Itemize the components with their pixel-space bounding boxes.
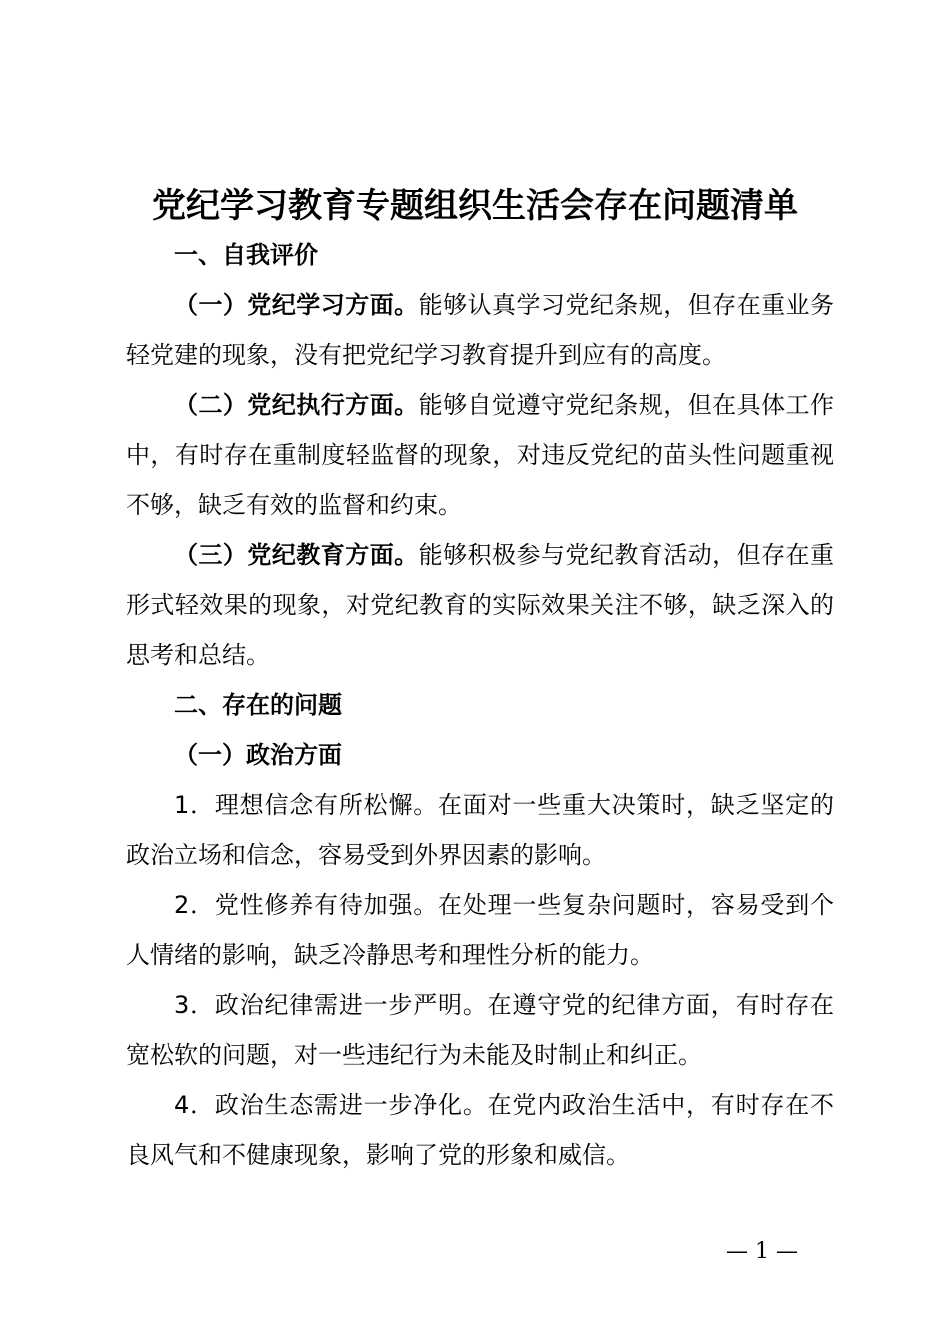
problem-item-4: 4．政治生态需进一步净化。在党内政治生活中，有时存在不良风气和不健康现象，影响了党的形象和威信。 [126, 1091, 834, 1169]
problem-item-3: 3．政治纪律需进一步严明。在遵守党的纪律方面，有时存在宽松软的问题，对一些违纪行为未能及时制止和纠正。 [126, 991, 834, 1069]
subheading-political-aspect: （一）政治方面 [174, 741, 342, 769]
document-title: 党纪学习教育专题组织生活会存在问题清单 [152, 186, 798, 226]
self-evaluation-paragraph-3 [126, 530, 834, 680]
page-number: — 1 — [726, 1239, 798, 1264]
paragraph-label: （一）党纪学习方面。 [174, 291, 419, 319]
problem-item-1: 1．理想信念有所松懈。在面对一些重大决策时，缺乏坚定的政治立场和信念，容易受到外界因素的影响。 [126, 791, 834, 869]
section-heading-problems: 二、存在的问题 [174, 691, 342, 719]
self-evaluation-paragraph-2 [126, 380, 834, 530]
paragraph-label: （二）党纪执行方面。 [174, 391, 419, 419]
paragraph-label: （三）党纪教育方面。 [174, 541, 419, 569]
paragraph-text: 能够认真学习党纪条规，但存在重业务轻党建的现象，没有把党纪学习教育提升到应有的高度。 [126, 291, 835, 369]
paragraph-text: 能够自觉遵守党纪条规，但在具体工作中，有时存在重制度轻监督的现象，对违反党纪的苗头性问题重视不够，缺乏有效的监督和约束。 [126, 391, 835, 519]
problem-item-2: 2．党性修养有待加强。在处理一些复杂问题时，容易受到个人情绪的影响，缺乏冷静思考和理性分析的能力。 [126, 891, 834, 969]
self-evaluation-paragraph-1 [126, 280, 834, 380]
section-heading-self-evaluation: 一、自我评价 [174, 241, 318, 269]
document-content [126, 230, 834, 1180]
paragraph-text: 能够积极参与党纪教育活动，但存在重形式轻效果的现象，对党纪教育的实际效果关注不够，缺乏深入的思考和总结。 [126, 541, 835, 669]
